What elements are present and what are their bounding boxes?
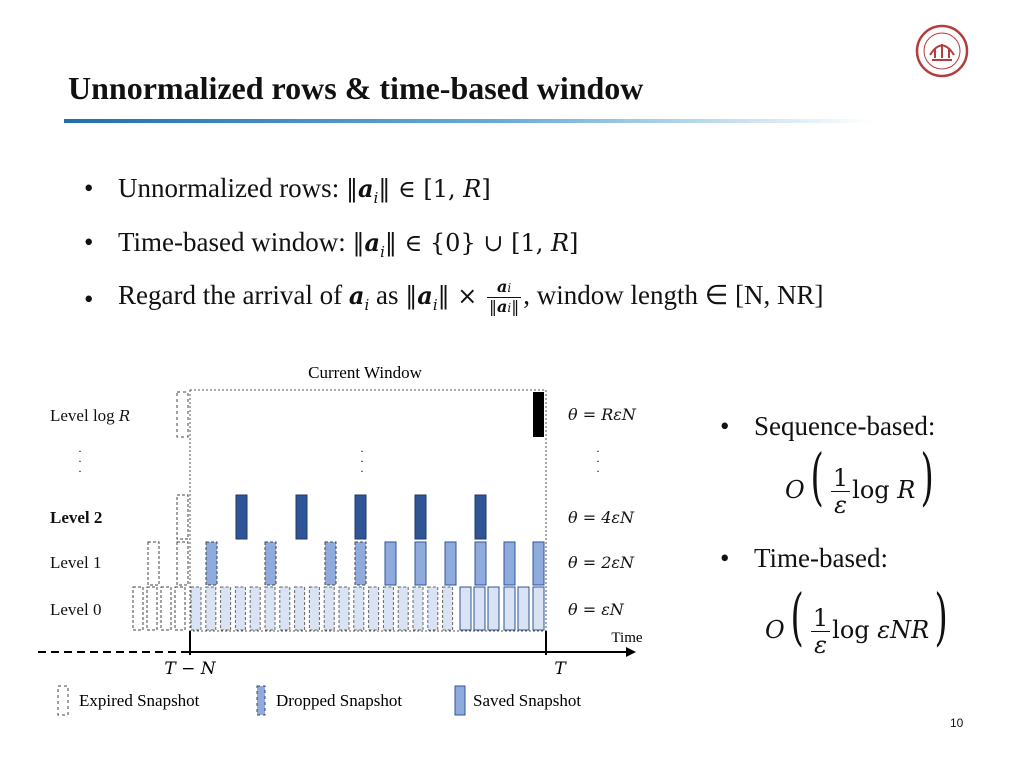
vertical-ellipsis: · <box>78 454 82 468</box>
page-number: 10 <box>950 716 964 730</box>
level0-saved-snapshot <box>518 587 529 630</box>
level-label: Level log R <box>50 406 131 425</box>
vertical-ellipsis: · <box>596 464 600 478</box>
legend-saved-label: Saved Snapshot <box>473 691 582 710</box>
level0-expired-snapshot <box>133 587 143 630</box>
level1-saved-snapshot <box>385 542 396 585</box>
vertical-ellipsis: · <box>360 444 364 458</box>
level0-expired-snapshot <box>175 587 185 630</box>
level0-dropped-snapshot <box>206 587 216 630</box>
bullet-tail-text: , window length ∈ [N, NR] <box>523 280 824 310</box>
time-axis-arrow <box>626 647 636 657</box>
level0-dropped-snapshot <box>324 587 334 630</box>
level1-saved-snapshot <box>475 542 486 585</box>
bullet-lead-text: Time-based: <box>754 543 888 573</box>
bullet-lead-text: Regard the arrival of <box>118 280 349 310</box>
level0-expired-snapshot <box>161 587 171 630</box>
bullet-math: $‖a_i‖$ ∈ {0} ∪ [1, R] <box>352 228 579 261</box>
time-complexity-bound: O( $\frac{1}{\varepsilon}$ log εNR) <box>765 580 949 659</box>
current-window-label: Current Window <box>308 363 422 382</box>
level0-dropped-snapshot <box>280 587 290 630</box>
level-label: Level 2 <box>50 508 103 527</box>
title-underline <box>64 119 874 123</box>
time-label: Time <box>611 630 643 646</box>
level1-dropped-snapshot <box>325 542 336 585</box>
level0-saved-snapshot <box>504 587 515 630</box>
university-seal-logo <box>915 24 969 78</box>
level0-dropped-snapshot <box>191 587 201 630</box>
level1-saved-snapshot <box>415 542 426 585</box>
legend-saved-swatch <box>455 686 465 715</box>
threshold-label: θ = εN <box>568 600 624 619</box>
threshold-label: θ = 4εN <box>568 508 634 527</box>
legend-expired-label: Expired Snapshot <box>79 691 200 710</box>
vertical-ellipsis: · <box>360 464 364 478</box>
top-level-saved-snapshot <box>533 392 544 437</box>
level0-dropped-snapshot <box>235 587 245 630</box>
window-end-label: T <box>554 659 566 679</box>
sequence-complexity-bound: O( $\frac{1}{\varepsilon}$ log R) <box>785 440 935 519</box>
vertical-ellipsis: · <box>78 464 82 478</box>
bullet-var: $a_i$ <box>348 281 370 314</box>
bullet-sequence-based <box>720 411 936 442</box>
legend-dropped-swatch <box>257 686 265 715</box>
level0-dropped-snapshot <box>383 587 393 630</box>
level1-dropped-snapshot <box>206 542 217 585</box>
level1-expired-snapshot <box>148 542 159 585</box>
level0-dropped-snapshot <box>309 587 319 630</box>
level0-dropped-snapshot <box>413 587 423 630</box>
level0-saved-snapshot <box>474 587 485 630</box>
level0-dropped-snapshot <box>398 587 408 630</box>
vertical-ellipsis: · <box>596 454 600 468</box>
top-level-expired-snapshot <box>177 392 188 437</box>
bullet-dot: • <box>84 284 94 314</box>
slide-title: Unnormalized rows & time-based window <box>68 70 644 106</box>
level2-saved-snapshot <box>415 495 426 539</box>
bullet-unnormalized-rows <box>84 173 491 207</box>
level0-expired-snapshot <box>147 587 157 630</box>
level1-expired-snapshot <box>177 542 188 585</box>
vertical-ellipsis: · <box>78 444 82 458</box>
legend-expired-swatch <box>58 686 68 715</box>
level0-dropped-snapshot <box>295 587 305 630</box>
level0-dropped-snapshot <box>250 587 260 630</box>
bullet-time-based-window <box>84 227 579 261</box>
level1-dropped-snapshot <box>355 542 366 585</box>
bullet-lead-text: Unnormalized rows: <box>118 173 346 203</box>
level-label: Level 0 <box>50 600 102 619</box>
level0-dropped-snapshot <box>265 587 275 630</box>
level0-dropped-snapshot <box>339 587 349 630</box>
bullet-math: $‖a_i‖$ × $\frac{ai}{‖ai‖}$ <box>405 277 520 316</box>
level0-dropped-snapshot <box>369 587 379 630</box>
window-start-label: T − N <box>164 659 216 679</box>
level1-saved-snapshot <box>504 542 515 585</box>
level0-dropped-snapshot <box>221 587 231 630</box>
bullet-regard-arrival <box>84 277 824 317</box>
vertical-ellipsis: · <box>596 444 600 458</box>
bullet-dot: • <box>84 227 94 257</box>
level0-dropped-snapshot <box>428 587 438 630</box>
bullet-math: $‖a_i‖$ ∈ [1, R] <box>345 174 491 207</box>
bullet-lead-text: Sequence-based: <box>754 411 936 441</box>
bullet-time-based <box>720 543 888 574</box>
level2-saved-snapshot <box>355 495 366 539</box>
level0-saved-snapshot <box>533 587 544 630</box>
level0-saved-snapshot <box>460 587 471 630</box>
threshold-label: θ = RεN <box>568 405 636 424</box>
level0-dropped-snapshot <box>354 587 364 630</box>
bullet-dot: • <box>720 411 730 441</box>
level2-saved-snapshot <box>296 495 307 539</box>
level1-saved-snapshot <box>445 542 456 585</box>
bullet-mid-text: as <box>369 280 406 310</box>
level2-saved-snapshot <box>475 495 486 539</box>
legend-dropped-label: Dropped Snapshot <box>276 691 403 710</box>
level1-dropped-snapshot <box>265 542 276 585</box>
level0-dropped-snapshot <box>443 587 453 630</box>
level2-saved-snapshot <box>236 495 247 539</box>
level2-expired-snapshot <box>177 495 188 539</box>
vertical-ellipsis: · <box>360 454 364 468</box>
level-label: Level 1 <box>50 553 102 572</box>
threshold-label: θ = 2εN <box>568 553 634 572</box>
level1-saved-snapshot <box>533 542 544 585</box>
bullet-dot: • <box>720 543 730 573</box>
level0-saved-snapshot <box>488 587 499 630</box>
bullet-dot: • <box>84 173 94 203</box>
bullet-lead-text: Time-based window: <box>118 227 353 257</box>
